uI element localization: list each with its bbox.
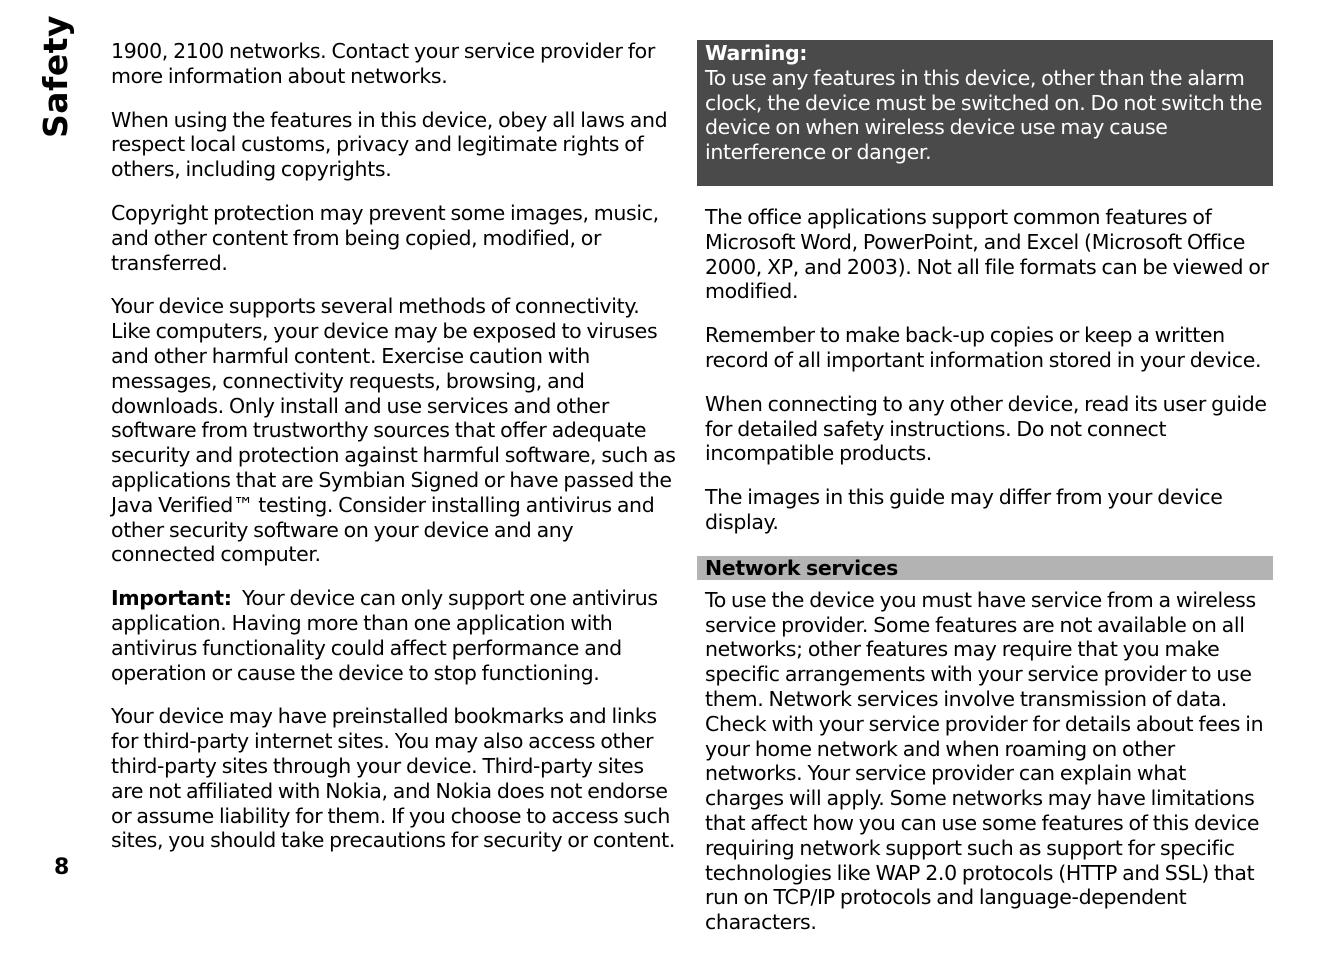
right-column <box>697 40 1273 954</box>
paragraph-copyright: Copyright protection may prevent some images, music, and other content from being copied, modified, or transferred. <box>111 200 659 275</box>
paragraph-connecting: When connecting to any other device, read its user guide for detailed safety instructions. Do not connect incompatible products. <box>705 391 1267 466</box>
warning-title: Warning: <box>705 41 808 65</box>
paragraph-networks: 1900, 2100 networks. Contact your service provider for more information about networks. <box>111 39 655 88</box>
paragraph-connectivity: Your device supports several methods of connectivity. Like computers, your device may be exposed to viruses and other harmful content. Exercise caution with messages, connectivity requests, browsing, and downloads. Only install and use services and other software from trustworthy sources that offer adequate security and protection against harmful software, such as applications that are Symbian Signed or have passed the Java Verified™ testing. Consider installing antivirus and other security software on your device and any connected computer. <box>111 294 676 567</box>
paragraph-laws: When using the features in this device, obey all laws and respect local customs, privacy and legitimate rights of others, including copyrights. <box>111 107 668 182</box>
network-services-heading: Network services <box>697 556 1273 580</box>
paragraph-office: The office applications support common features of Microsoft Word, PowerPoint, and Excel (Microsoft Office 2000, XP, and 2003). Not all file formats can be viewed or modified. <box>705 204 1269 304</box>
important-label: Important: <box>111 586 232 611</box>
paragraph-backup: Remember to make back-up copies or keep a written record of all important information stored in your device. <box>705 323 1262 372</box>
page-number: 8 <box>54 855 70 880</box>
important-note <box>111 586 677 685</box>
important-text: Your device can only support one antivirus application. Having more than one application with antivirus functionality could affect performance and operation or cause the device to stop functioning. <box>111 586 658 685</box>
paragraph-bookmarks: Your device may have preinstalled bookmarks and links for third-party internet sites. You may also access other third-party sites through your device. Third-party sites are not affiliated with Nokia, and Nokia does not endorse or assume liability for them. If you choose to access such sites, you should take precautions for security or content. <box>111 704 676 853</box>
paragraph-network-services: To use the device you must have service from a wireless service provider. Some features are not available on all networks; other features may require that you make specific arrangements with your service provider to use them. Network services involve transmission of data. Check with your service provider for details about fees in your home network and when roaming on other networks. Your service provider can explain what charges will apply. Some networks may have limitations that affect how you can use some features of this device requiring network support such as support for specific technologies like WAP 2.0 protocols (HTTP and SSL) that run on TCP/IP protocols and language-dependent characters. <box>705 587 1264 935</box>
warning-box <box>697 40 1273 186</box>
section-title: Safety <box>36 14 75 138</box>
warning-text: To use any features in this device, other than the alarm clock, the device must be switched on. Do not switch the device on when wireless device use may cause interference or danger. <box>705 65 1263 165</box>
left-column <box>111 39 677 872</box>
paragraph-images: The images in this guide may differ from your device display. <box>705 485 1223 534</box>
